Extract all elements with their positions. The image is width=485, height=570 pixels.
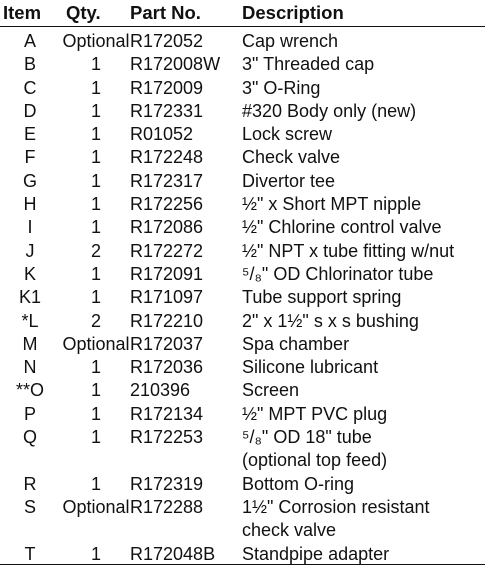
description-cell bbox=[242, 216, 485, 239]
table-row bbox=[0, 216, 485, 239]
item-cell: K bbox=[23, 263, 36, 284]
part-no-cell: R172052 bbox=[130, 31, 204, 51]
part-no-cell: R172048B bbox=[130, 543, 216, 564]
description-line: Check valve bbox=[242, 147, 341, 168]
table-header bbox=[0, 0, 485, 27]
qty-cell: 1 bbox=[90, 403, 101, 424]
item-cell: M bbox=[22, 333, 38, 354]
qty-cell: 1 bbox=[90, 77, 101, 98]
qty-cell: 1 bbox=[90, 54, 101, 75]
item-cell: D bbox=[23, 100, 37, 121]
item-cell: E bbox=[23, 124, 36, 145]
table-row bbox=[0, 356, 485, 379]
part-no-cell: R172008W bbox=[130, 54, 221, 75]
description-line: ½" Chlorine control valve bbox=[242, 217, 442, 238]
description-line: ½" NPT x tube fitting w/nut bbox=[242, 240, 455, 261]
description-cell bbox=[242, 123, 485, 146]
description-line: Standpipe adapter bbox=[242, 543, 390, 564]
part-no-cell: 210396 bbox=[130, 380, 191, 401]
part-no-cell: R172319 bbox=[130, 473, 204, 494]
qty-cell: 1 bbox=[90, 473, 101, 494]
description-line: 2" x 1½" s x s bushing bbox=[242, 310, 419, 331]
item-cell: **O bbox=[15, 380, 44, 401]
item-cell: B bbox=[23, 54, 36, 75]
item-cell: T bbox=[24, 543, 36, 564]
part-no-cell: R172253 bbox=[130, 427, 204, 448]
description-cell bbox=[242, 27, 485, 54]
qty-cell: 1 bbox=[90, 124, 101, 145]
table-row bbox=[0, 310, 485, 333]
table-bottom-rule bbox=[0, 564, 485, 565]
description-cell bbox=[242, 543, 485, 566]
description-cell bbox=[242, 379, 485, 402]
column-header-description: Description bbox=[242, 0, 485, 27]
table-row bbox=[0, 496, 485, 543]
column-header-qty: Qty. bbox=[62, 0, 130, 27]
table-body bbox=[0, 27, 485, 566]
item-cell: A bbox=[23, 31, 36, 51]
item-cell: Q bbox=[22, 427, 37, 448]
description-line: ⁵/₈" OD Chlorinator tube bbox=[242, 263, 434, 284]
description-line: Divertor tee bbox=[242, 170, 336, 191]
description-cell bbox=[242, 77, 485, 100]
table-row bbox=[0, 286, 485, 309]
description-line: ½" x Short MPT nipple bbox=[242, 194, 422, 215]
item-cell: N bbox=[23, 357, 37, 378]
description-cell bbox=[242, 193, 485, 216]
qty-cell: Optional bbox=[62, 31, 130, 51]
table-row bbox=[0, 170, 485, 193]
table-row bbox=[0, 426, 485, 473]
table-row bbox=[0, 240, 485, 263]
qty-cell: Optional bbox=[62, 333, 130, 354]
table-row bbox=[0, 123, 485, 146]
part-no-cell: R172134 bbox=[130, 403, 204, 424]
header-row bbox=[0, 0, 485, 27]
item-cell: J bbox=[25, 240, 35, 261]
part-no-cell: R172210 bbox=[130, 310, 204, 331]
description-cell bbox=[242, 403, 485, 426]
qty-cell: 1 bbox=[90, 427, 101, 448]
description-line: 3" O-Ring bbox=[242, 77, 321, 98]
description-line: Silicone lubricant bbox=[242, 357, 379, 378]
table-row bbox=[0, 333, 485, 356]
description-line: 3" Threaded cap bbox=[242, 54, 375, 75]
table-row bbox=[0, 77, 485, 100]
item-cell: P bbox=[23, 403, 36, 424]
table-row bbox=[0, 100, 485, 123]
item-cell: I bbox=[27, 217, 33, 238]
qty-cell: 1 bbox=[90, 543, 101, 564]
part-no-cell: R01052 bbox=[130, 124, 194, 145]
part-no-cell: R172086 bbox=[130, 217, 204, 238]
description-cell bbox=[242, 356, 485, 379]
part-no-cell: R172009 bbox=[130, 77, 204, 98]
item-cell: H bbox=[23, 194, 37, 215]
description-cell bbox=[242, 310, 485, 333]
qty-cell: 2 bbox=[90, 310, 101, 331]
description-cell bbox=[242, 146, 485, 169]
description-line: Bottom O-ring bbox=[242, 473, 355, 494]
description-line: (optional top feed) bbox=[242, 450, 388, 471]
part-no-cell: R172288 bbox=[130, 496, 204, 517]
item-cell: K1 bbox=[18, 287, 42, 308]
qty-cell: 1 bbox=[90, 170, 101, 191]
description-line: ⁵/₈" OD 18" tube bbox=[242, 427, 372, 448]
description-line: Cap wrench bbox=[242, 31, 339, 51]
item-cell: S bbox=[23, 496, 36, 517]
qty-cell: 1 bbox=[90, 380, 101, 401]
table-row bbox=[0, 543, 485, 566]
description-cell bbox=[242, 240, 485, 263]
table-row bbox=[0, 379, 485, 402]
item-cell: F bbox=[24, 147, 36, 168]
qty-cell: 1 bbox=[90, 357, 101, 378]
part-no-cell: R172331 bbox=[130, 100, 204, 121]
item-cell: G bbox=[22, 170, 37, 191]
item-cell: *L bbox=[21, 310, 39, 331]
qty-cell: 2 bbox=[90, 240, 101, 261]
part-no-cell: R172317 bbox=[130, 170, 204, 191]
table-row bbox=[0, 27, 485, 54]
description-line: Screen bbox=[242, 380, 300, 401]
part-no-cell: R172037 bbox=[130, 333, 204, 354]
item-cell: C bbox=[23, 77, 37, 98]
qty-cell: 1 bbox=[90, 217, 101, 238]
table-row bbox=[0, 473, 485, 496]
item-cell: R bbox=[23, 473, 37, 494]
description-cell bbox=[242, 170, 485, 193]
table-row bbox=[0, 53, 485, 76]
part-no-cell: R171097 bbox=[130, 287, 204, 308]
description-cell bbox=[242, 53, 485, 76]
part-no-cell: R172091 bbox=[130, 263, 204, 284]
description-line: Tube support spring bbox=[242, 287, 402, 308]
qty-cell: 1 bbox=[90, 263, 101, 284]
description-cell bbox=[242, 426, 485, 473]
description-cell bbox=[242, 333, 485, 356]
qty-cell: Optional bbox=[62, 496, 130, 517]
description-cell bbox=[242, 496, 485, 543]
qty-cell: 1 bbox=[90, 147, 101, 168]
part-no-cell: R172272 bbox=[130, 240, 204, 261]
table-row bbox=[0, 146, 485, 169]
column-header-item: Item bbox=[0, 0, 62, 27]
description-line: 1½" Corrosion resistant bbox=[242, 496, 430, 517]
description-line: Spa chamber bbox=[242, 333, 350, 354]
qty-cell: 1 bbox=[90, 194, 101, 215]
column-header-part-no: Part No. bbox=[130, 0, 242, 27]
part-no-cell: R172248 bbox=[130, 147, 204, 168]
description-cell bbox=[242, 263, 485, 286]
table-row bbox=[0, 263, 485, 286]
description-cell bbox=[242, 286, 485, 309]
part-no-cell: R172036 bbox=[130, 357, 204, 378]
qty-cell: 1 bbox=[90, 287, 101, 308]
description-line: #320 Body only (new) bbox=[242, 100, 417, 121]
description-line: ½" MPT PVC plug bbox=[242, 403, 388, 424]
description-line: Lock screw bbox=[242, 124, 333, 145]
description-line: check valve bbox=[242, 520, 337, 541]
qty-cell: 1 bbox=[90, 100, 101, 121]
part-no-cell: R172256 bbox=[130, 194, 204, 215]
description-cell bbox=[242, 473, 485, 496]
description-cell bbox=[242, 100, 485, 123]
table-row bbox=[0, 403, 485, 426]
table-row bbox=[0, 193, 485, 216]
